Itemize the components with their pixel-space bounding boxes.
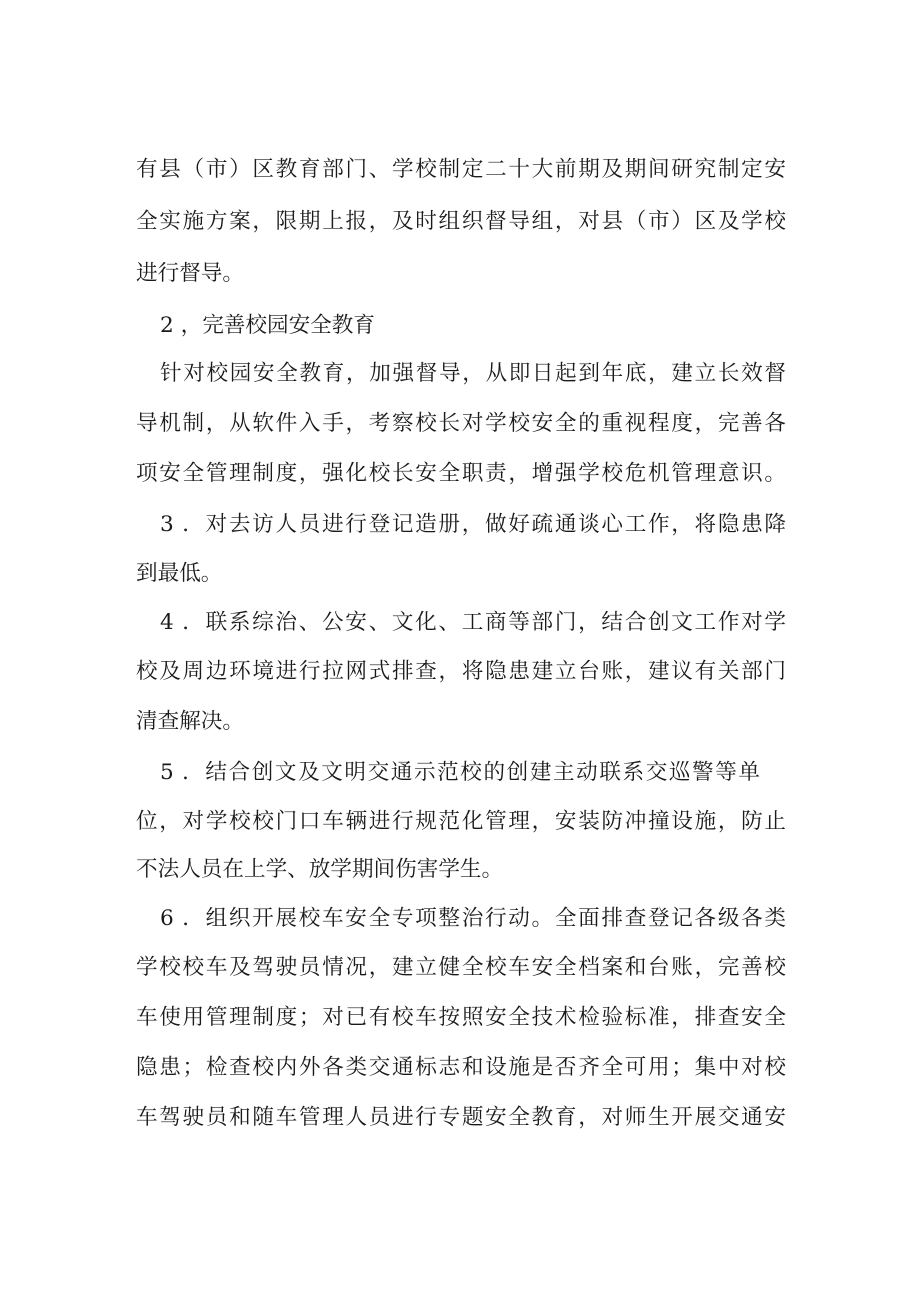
list-item-line: 位，对学校校门口车辆进行规范化管理，安装防冲撞设施，防止 (136, 809, 786, 834)
section-heading: 2 ，完善校园安全教育 (160, 313, 375, 338)
list-item-line: 车驾驶员和随车管理人员进行专题安全教育，对师生开展交通安 (136, 1105, 786, 1130)
paragraph-line: 针对校园安全教育，加强督导，从即日起到年底，建立长效督 (160, 361, 786, 386)
list-item-line: 不法人员在上学、放学期间伤害学生。 (136, 857, 504, 882)
list-item-line: 隐患；检查校内外各类交通标志和设施是否齐全可用；集中对校 (136, 1055, 786, 1080)
paragraph-line: 进行督导。 (136, 261, 244, 286)
list-item-line: 学校校车及驾驶员情况，建立健全校车安全档案和台账，完善校 (136, 955, 786, 980)
paragraph-line: 全实施方案，限期上报，及时组织督导组，对县（市）区及学校 (136, 209, 786, 234)
list-item-line: 5 ．结合创文及文明交通示范校的创建主动联系交巡警等单 (160, 760, 760, 785)
list-item-line: 6 ．组织开展校车安全专项整治行动。全面排查登记各级各类 (160, 906, 786, 931)
paragraph-line: 有县（市）区教育部门、学校制定二十大前期及期间研究制定安 (136, 157, 786, 182)
list-item-line: 到最低。 (136, 561, 223, 586)
list-item-line: 4 ．联系综治、公安、文化、工商等部门，结合创文工作对学 (160, 610, 786, 635)
list-item-line: 校及周边环境进行拉网式排查，将隐患建立台账，建议有关部门 (136, 659, 786, 684)
paragraph-line: 项安全管理制度，强化校长安全职责，增强学校危机管理意识。 (136, 461, 786, 486)
list-item-line: 车使用管理制度；对已有校车按照安全技术检验标准，排查安全 (136, 1005, 786, 1030)
list-item-line: 清查解决。 (136, 709, 244, 734)
paragraph-line: 导机制，从软件入手，考察校长对学校安全的重视程度，完善各 (136, 411, 786, 436)
list-item-line: 3 ．对去访人员进行登记造册，做好疏通谈心工作，将隐患降 (160, 512, 786, 537)
